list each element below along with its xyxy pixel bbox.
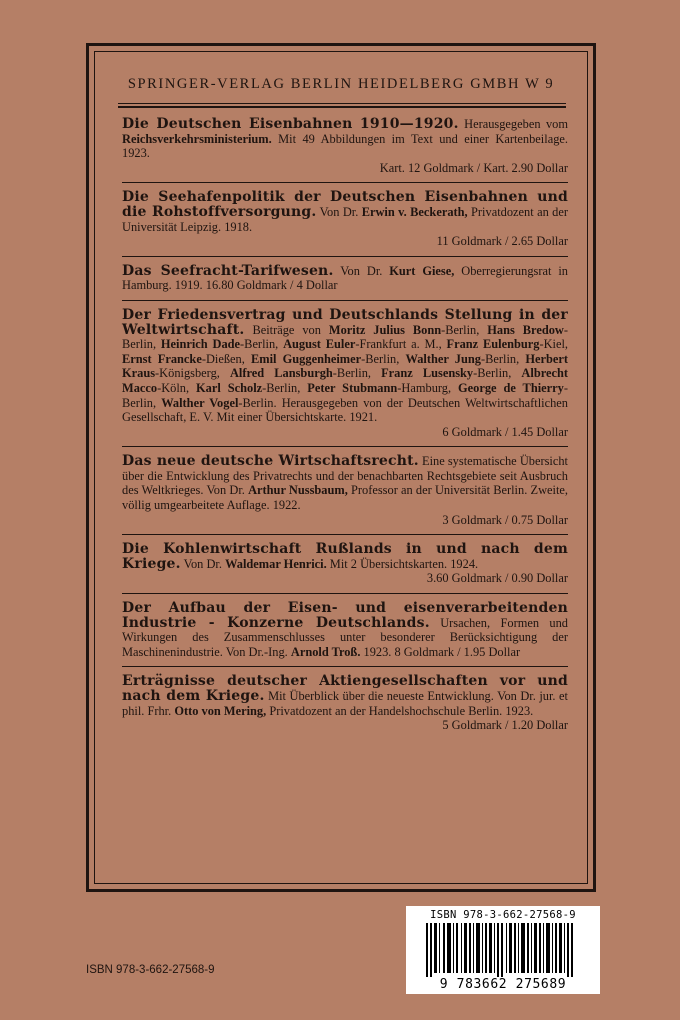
- publisher-header: SPRINGER-VERLAG BERLIN HEIDELBERG GMBH W 9: [127, 76, 555, 92]
- entry-divider: [122, 666, 568, 667]
- book-description: 1923. 8 Goldmark / 1.95 Dollar: [360, 644, 521, 659]
- author-name: Heinrich Dade: [160, 337, 241, 352]
- author-name: Emil Guggenheimer: [251, 351, 362, 366]
- book-description: Von Dr.: [316, 204, 362, 219]
- book-description: -Berlin,: [240, 337, 284, 352]
- author-name: Reichsverkehrsministerium.: [122, 131, 272, 146]
- book-description: -Berlin,: [332, 366, 382, 381]
- author-name: Franz Eulenburg: [446, 337, 540, 352]
- book-description: Mit 49 Abbildungen im Text und einer Kartenbeilage. 1923.: [122, 131, 568, 161]
- book-entry: [122, 117, 568, 180]
- author-name: August Euler: [283, 337, 356, 352]
- book-entry: [122, 601, 568, 664]
- book-title: Die Seehafenpolitik der Deutschen Eisenbahnen und die Rohstoffversorgung.: [122, 189, 568, 220]
- book-entry: [122, 308, 568, 444]
- book-title: Die Deutschen Eisenbahnen 1910—1920.: [122, 116, 459, 132]
- author-name: Hans Bredow: [487, 322, 564, 337]
- book-description: -Dießen,: [201, 351, 252, 366]
- book-description: Privatdozent an der Universität Leipzig. 1918.: [122, 204, 568, 234]
- book-entry: [122, 674, 568, 737]
- book-entry: [122, 542, 568, 591]
- book-description: -Königsberg,: [155, 366, 230, 381]
- book-price: 3.60 Goldmark / 0.90 Dollar: [426, 571, 568, 586]
- entry-divider: [122, 446, 568, 447]
- author-name: Otto von Mering,: [174, 703, 267, 718]
- book-title: Der Friedensvertrag und Deutschlands Stellung in der Weltwirtschaft.: [122, 306, 568, 338]
- isbn-footer: ISBN 978-3-662-27568-9: [86, 964, 215, 976]
- book-description: Mit Überblick über die neueste Entwicklung. Von Dr. jur. et phil. Frhr.: [122, 689, 568, 718]
- book-title: Das Seefracht-Tarifwesen.: [122, 262, 334, 279]
- book-price: Kart. 12 Goldmark / Kart. 2.90 Dollar: [379, 160, 568, 175]
- book-description: Von Dr.: [333, 263, 390, 278]
- header-rule: [118, 106, 566, 108]
- book-description: -Berlin,: [361, 351, 406, 366]
- entry-divider: [122, 256, 568, 257]
- book-description: -Berlin,: [122, 380, 568, 410]
- book-description: -Berlin. Herausgegeben von der Deutschen Weltwirtschaftlichen Gesellschaft, E. V. Mit einer Übersichtskarte. 1921.: [122, 395, 568, 425]
- book-price: 3 Goldmark / 0.75 Dollar: [442, 512, 568, 527]
- book-price: 5 Goldmark / 1.20 Dollar: [442, 718, 568, 733]
- author-name: Arthur Nussbaum,: [248, 483, 348, 498]
- book-description: -Berlin,: [480, 351, 526, 366]
- book-description: -Berlin,: [122, 322, 568, 352]
- book-title: Der Aufbau der Eisen- und eisenverarbeitenden Industrie - Konzerne Deutschlands.: [122, 600, 568, 631]
- author-name: Peter Stubmann: [307, 380, 398, 395]
- book-description: -Köln,: [157, 380, 197, 395]
- author-name: Walther Jung: [405, 351, 481, 366]
- book-title: Die Kohlenwirtschaft Rußlands in und nach dem Kriege.: [122, 541, 568, 572]
- book-description: Professor an der Universität Berlin. Zweite, völlig umgearbeitete Auflage. 1922.: [122, 483, 568, 513]
- author-name: Erwin v. Beckerath,: [361, 204, 468, 219]
- book-price: 6 Goldmark / 1.45 Dollar: [442, 424, 568, 439]
- author-name: Franz Lusensky: [381, 366, 474, 381]
- book-description: Ursachen, Formen und Wirkungen des Zusammenschlusses unter besonderer Berücksichtigung der Maschinenindustrie. Von Dr.-Ing.: [122, 615, 568, 659]
- book-entry: [122, 264, 568, 298]
- book-description: -Berlin,: [441, 322, 488, 337]
- book-description: Oberregierungsrat in Hamburg. 1919. 16.80 Goldmark / 4 Dollar: [122, 263, 568, 293]
- barcode-panel: [406, 906, 600, 994]
- book-description: Von Dr.: [180, 556, 226, 571]
- author-name: Walther Vogel: [161, 395, 239, 410]
- author-name: Kurt Giese,: [389, 263, 455, 278]
- book-description: Mit 2 Übersichtskarten. 1924.: [326, 556, 479, 571]
- barcode-isbn-label: ISBN 978-3-662-27568-9: [430, 909, 576, 921]
- author-name: Ernst Francke: [122, 351, 202, 366]
- barcode-icon: [420, 923, 586, 977]
- book-entry: [122, 190, 568, 253]
- book-description: -Berlin,: [473, 366, 522, 381]
- book-description: Privatdozent an der Handelshochschule Berlin. 1923.: [266, 703, 534, 718]
- book-description: Beiträge von: [244, 322, 329, 337]
- barcode-digits: 9 783662 275689: [439, 977, 567, 992]
- book-description: -Frankfurt a. M.,: [355, 337, 447, 352]
- author-name: Albrecht Macco: [122, 366, 568, 395]
- entry-divider: [122, 300, 568, 301]
- author-name: George de Thierry: [458, 380, 564, 395]
- book-description: Eine systematische Übersicht über die Entwicklung des Privatrechts und der benachbarten Rechtsgebiete seit Ausbruch des Weltkrieges. Von Dr.: [122, 454, 568, 498]
- author-name: Waldemar Henrici.: [225, 556, 327, 571]
- book-price: 11 Goldmark / 2.65 Dollar: [436, 234, 568, 249]
- author-name: Arnold Troß.: [290, 644, 361, 659]
- book-description: -Kiel,: [539, 337, 569, 352]
- author-name: Moritz Julius Bonn: [328, 322, 442, 337]
- entry-divider: [122, 534, 568, 535]
- book-description: -Berlin,: [262, 380, 308, 395]
- book-title: Das neue deutsche Wirtschaftsrecht.: [122, 453, 419, 470]
- entry-divider: [122, 182, 568, 183]
- book-list: [122, 117, 568, 738]
- author-name: Alfred Lansburgh: [229, 366, 333, 381]
- author-name: Karl Scholz: [196, 380, 263, 395]
- header-rule: [118, 103, 566, 104]
- author-name: Herbert Kraus: [122, 351, 569, 381]
- entry-divider: [122, 593, 568, 594]
- book-entry: [122, 454, 568, 532]
- book-title: Erträgnisse deutscher Aktiengesellschaften vor und nach dem Kriege.: [122, 673, 568, 704]
- book-description: Herausgegeben vom: [458, 117, 568, 131]
- book-description: -Hamburg,: [397, 380, 459, 395]
